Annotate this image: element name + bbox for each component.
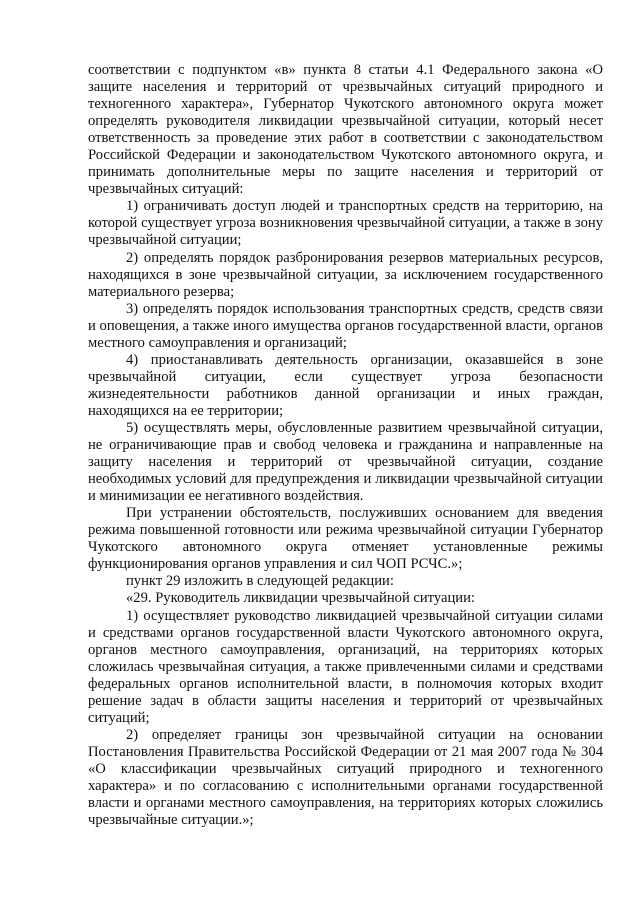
- paragraph-item-4: 4) приостанавливать деятельность организации, оказавшейся в зоне чрезвычайной ситуации, если существует угроза безопасности жизнедеятельности работников данной организации и иных граждан, находящихся на ее территории;: [88, 351, 603, 419]
- paragraph-item-2: 2) определять порядок разбронирования резервов материальных ресурсов, находящихся в зоне чрезвычайной ситуации, за исключением государственного материального резерва;: [88, 249, 603, 300]
- paragraph-item-5: 5) осуществлять меры, обусловленные развитием чрезвычайной ситуации, не ограничивающие прав и свобод человека и гражданина и направленные на защиту населения и территорий от чрезвычайной ситуации, создание необходимых условий для предупреждения и ликвидации чрезвычайной ситуации и минимизации ее негативного воздействия.: [88, 419, 603, 505]
- paragraph-item-3: 3) определять порядок использования транспортных средств, средств связи и оповещения, а также иного имущества органов государственной власти, органов местного самоуправления и организаций;: [88, 300, 603, 351]
- paragraph-continuation: соответствии с подпунктом «в» пункта 8 статьи 4.1 Федерального закона «О защите населения и территорий от чрезвычайных ситуаций природного и техногенного характера», Губернатор Чукотского автономного округа может определять руководителя ликвидации чрезвычайной ситуации, который несет ответственность за проведение этих работ в соответствии с законодательством Российской Федерации и законодательством Чукотского автономного округа, и принимать дополнительные меры по защите населения и территорий от чрезвычайных ситуаций:: [88, 62, 603, 198]
- paragraph-regime-cancel: При устранении обстоятельств, послуживших основанием для введения режима повышенной готовности или режима чрезвычайной ситуации Губернатор Чукотского автономного округа отменяет установленные режимы функционирования органов управления и сил ЧОП РСЧС.»;: [88, 505, 603, 573]
- paragraph-clause-29-heading: «29. Руководитель ликвидации чрезвычайной ситуации:: [126, 590, 475, 607]
- paragraph-clause-29-item-1: 1) осуществляет руководство ликвидацией чрезвычайной ситуации силами и средствами органов государственной власти Чукотского автономного округа, органов местного самоуправления, организаций, на территориях которых сложилась чрезвычайная ситуация, а также привлеченными силами и средствами федеральных органов исполнительной власти, в полномочия которых входит решение задач в области защиты населения и территорий от чрезвычайных ситуаций;: [88, 607, 603, 726]
- paragraph-item-1: 1) ограничивать доступ людей и транспортных средств на территорию, на которой существует угроза возникновения чрезвычайной ситуации, а также в зону чрезвычайной ситуации;: [88, 198, 603, 249]
- document-page: [88, 62, 603, 829]
- paragraph-amendment-intro: пункт 29 изложить в следующей редакции:: [126, 573, 394, 590]
- paragraph-clause-29-item-2: 2) определяет границы зон чрезвычайной ситуации на основании Постановления Правительства Российской Федерации от 21 мая 2007 года № 304 «О классификации чрезвычайных ситуаций природного и техногенного характера» и по согласованию с исполнительными органами государственной власти и органами местного самоуправления, на территориях которых сложились чрезвычайные ситуации.»;: [88, 726, 603, 829]
